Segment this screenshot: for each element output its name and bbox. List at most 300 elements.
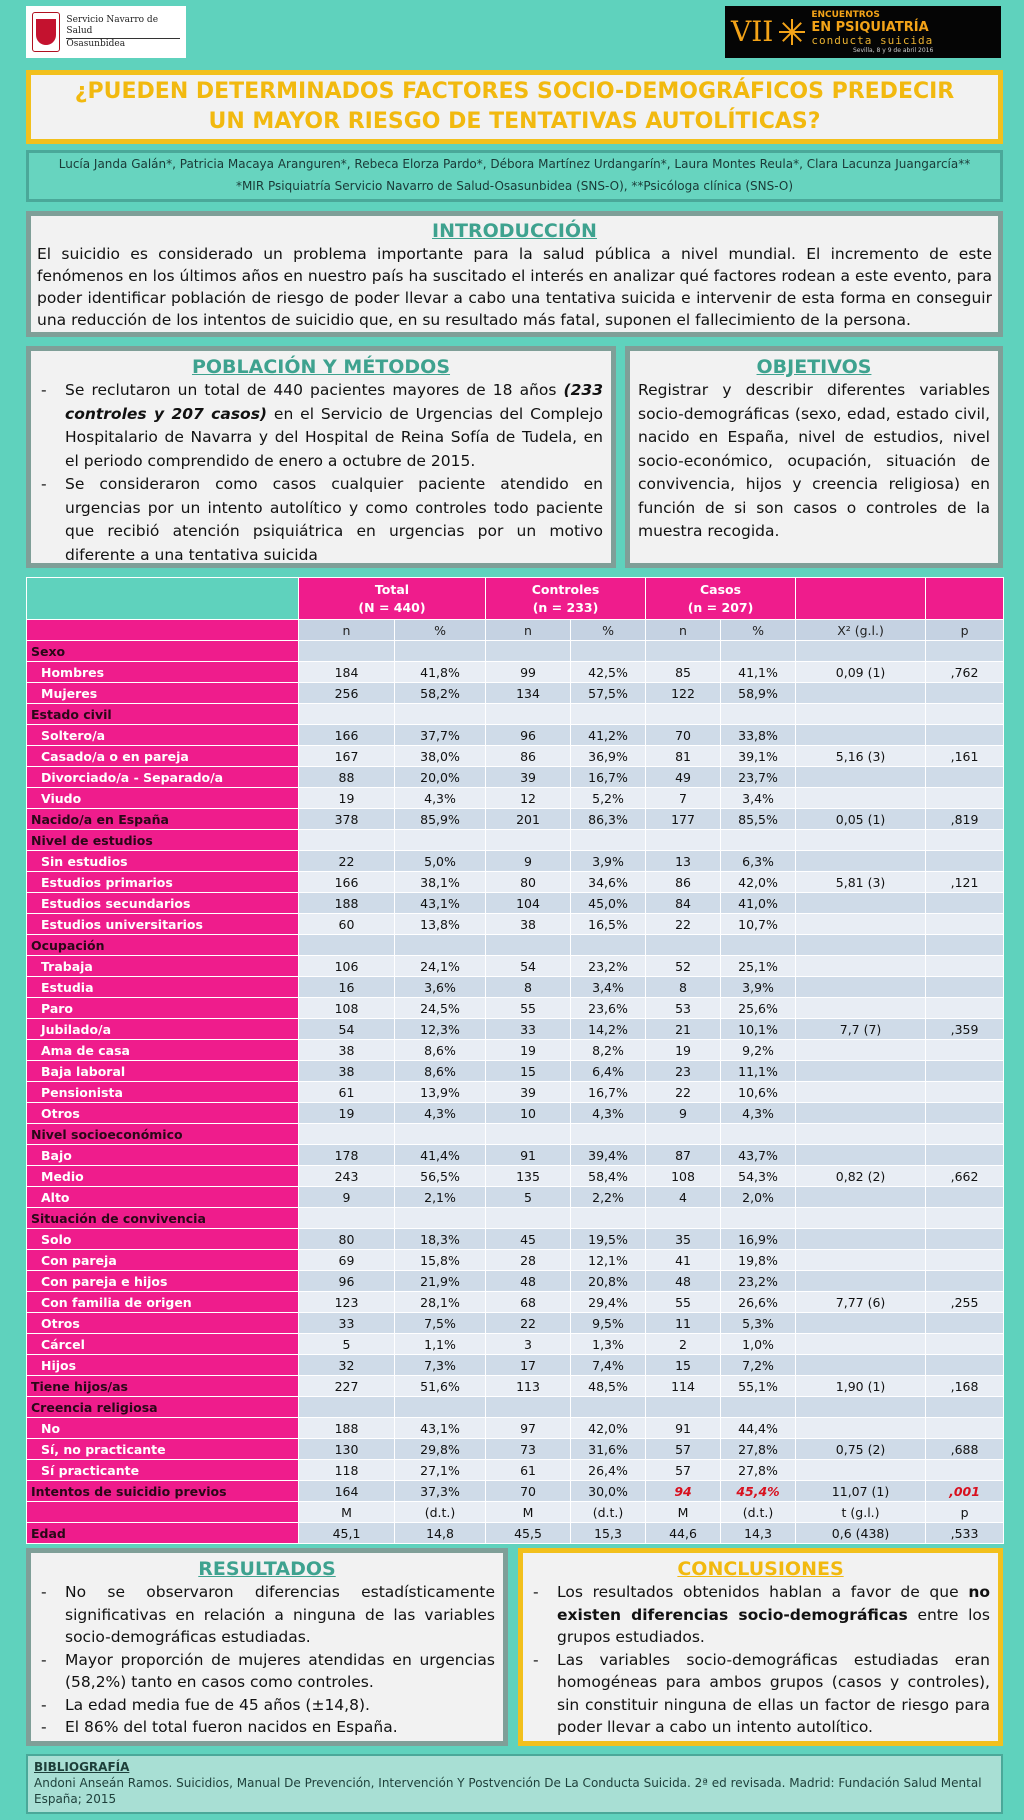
table-cell: 38: [299, 1040, 395, 1061]
row-label: Estudios secundarios: [27, 893, 299, 914]
row-label: Sí practicante: [27, 1460, 299, 1481]
row-label: Mujeres: [27, 683, 299, 704]
row-label: Pensionista: [27, 1082, 299, 1103]
table-cell: 58,9%: [721, 683, 796, 704]
conclusions-item: - Las variables socio-demográficas estudiadas eran homogéneas para ambos grupos (casos y controles), sin constituir ninguna de ellas un factor de riesgo para poder llevar a cabo un intento autolítico.: [531, 1649, 990, 1739]
table-row: [27, 1355, 1004, 1376]
group-controles: [486, 578, 646, 620]
table-cell: 58,4%: [571, 1166, 646, 1187]
row-label: Casado/a o en pareja: [27, 746, 299, 767]
table-cell: 135: [486, 1166, 571, 1187]
table-row: [27, 1103, 1004, 1124]
objectives-title: OBJETIVOS: [756, 356, 872, 378]
congress-line2: EN PSIQUIATRÍA: [811, 20, 929, 35]
table-cell: 41,8%: [395, 662, 486, 683]
table-cell: [926, 1187, 1004, 1208]
table-cell: ,762: [926, 662, 1004, 683]
table-cell: [926, 1250, 1004, 1271]
table-cell: [926, 683, 1004, 704]
table-cell: 17: [486, 1355, 571, 1376]
table-cell: 7,3%: [395, 1355, 486, 1376]
table-cell: [796, 998, 926, 1019]
table-cell: [571, 1397, 646, 1418]
table-cell: 0,09 (1): [796, 662, 926, 683]
table-row: [27, 956, 1004, 977]
table-cell: [796, 725, 926, 746]
row-label: Otros: [27, 1103, 299, 1124]
table-cell: 45: [486, 1229, 571, 1250]
congress-line3: conducta suicida: [811, 34, 934, 47]
table-row: [27, 1397, 1004, 1418]
table-cell: [796, 1187, 926, 1208]
table-cell: 42,0%: [721, 872, 796, 893]
table-cell: 19: [299, 1103, 395, 1124]
poster-title: ¿PUEDEN DETERMINADOS FACTORES SOCIO-DEMOGRÁFICOS PREDECIR UN MAYOR RIESGO DE TENTATIVAS AUTOLÍTICAS?: [74, 79, 955, 134]
group-n: (n = 233): [532, 599, 599, 615]
row-label: Bajo: [27, 1145, 299, 1166]
table-cell: 44,6: [646, 1523, 721, 1544]
table-cell: [395, 1124, 486, 1145]
subheader-cell: %: [571, 620, 646, 641]
table-cell: 188: [299, 1418, 395, 1439]
row-label: Hombres: [27, 662, 299, 683]
table-cell: 123: [299, 1292, 395, 1313]
table-cell: 38: [486, 914, 571, 935]
table-cell: [796, 851, 926, 872]
group-n: (N = 440): [358, 599, 426, 615]
table-cell: 16,9%: [721, 1229, 796, 1250]
table-cell: [926, 1124, 1004, 1145]
table-cell: [721, 830, 796, 851]
group-name: Controles: [531, 581, 600, 597]
table-cell: 5,0%: [395, 851, 486, 872]
table-cell: 41: [646, 1250, 721, 1271]
methods-item: [39, 379, 603, 473]
table-cell: [926, 641, 1004, 662]
table-cell: 9: [646, 1103, 721, 1124]
sns-logo: [26, 6, 186, 58]
table-cell: 45,4%: [721, 1481, 796, 1502]
objectives-panel: [625, 346, 1003, 568]
table-cell: 3,6%: [395, 977, 486, 998]
table-cell: 14,8: [395, 1523, 486, 1544]
table-cell: [926, 1313, 1004, 1334]
table-cell: ,688: [926, 1439, 1004, 1460]
table-cell: [926, 767, 1004, 788]
table-cell: M: [486, 1502, 571, 1523]
table-cell: 1,3%: [571, 1334, 646, 1355]
table-cell: 30,0%: [571, 1481, 646, 1502]
row-label: Divorciado/a - Separado/a: [27, 767, 299, 788]
table-cell: ,819: [926, 809, 1004, 830]
table-cell: 7: [646, 788, 721, 809]
table-cell: 15,3: [571, 1523, 646, 1544]
subheader-cell: n: [646, 620, 721, 641]
table-cell: 23,2%: [721, 1271, 796, 1292]
group-blank: [926, 578, 1004, 620]
table-cell: 6,4%: [571, 1061, 646, 1082]
table-cell: 33: [486, 1019, 571, 1040]
table-cell: 10,1%: [721, 1019, 796, 1040]
table-cell: 41,2%: [571, 725, 646, 746]
table-cell: [926, 914, 1004, 935]
table-cell: ,533: [926, 1523, 1004, 1544]
table-cell: 8: [486, 977, 571, 998]
table-cell: ,001: [926, 1481, 1004, 1502]
table-cell: 9: [299, 1187, 395, 1208]
table-row: [27, 1082, 1004, 1103]
table-cell: [395, 1397, 486, 1418]
table-cell: [486, 641, 571, 662]
table-cell: [926, 1418, 1004, 1439]
results-panel: [26, 1548, 508, 1746]
row-label: [27, 1502, 299, 1523]
table-cell: 21: [646, 1019, 721, 1040]
table-cell: 8,6%: [395, 1061, 486, 1082]
table-cell: 69: [299, 1250, 395, 1271]
table-cell: [571, 704, 646, 725]
row-label: Baja laboral: [27, 1061, 299, 1082]
table-cell: 55,1%: [721, 1376, 796, 1397]
table-cell: 68: [486, 1292, 571, 1313]
table-cell: 48: [646, 1271, 721, 1292]
row-label: Ama de casa: [27, 1040, 299, 1061]
table-cell: [299, 1397, 395, 1418]
table-cell: M: [646, 1502, 721, 1523]
table-row: [27, 746, 1004, 767]
table-cell: 41,4%: [395, 1145, 486, 1166]
table-cell: 18,3%: [395, 1229, 486, 1250]
row-label: Con familia de origen: [27, 1292, 299, 1313]
row-label: Ocupación: [27, 935, 299, 956]
table-cell: 4,3%: [721, 1103, 796, 1124]
table-cell: (d.t.): [721, 1502, 796, 1523]
results-item: - Mayor proporción de mujeres atendidas en urgencias (58,2%) tanto en casos como controles.: [39, 1649, 495, 1694]
table-cell: 8: [646, 977, 721, 998]
table-cell: [796, 1250, 926, 1271]
table-cell: 57: [646, 1460, 721, 1481]
table-cell: [926, 1103, 1004, 1124]
table-cell: 16,7%: [571, 767, 646, 788]
table-row: [27, 977, 1004, 998]
results-item: - El 86% del total fueron nacidos en España.: [39, 1716, 495, 1739]
table-cell: [926, 1208, 1004, 1229]
table-cell: [721, 704, 796, 725]
row-label: Nacido/a en España: [27, 809, 299, 830]
table-cell: 85,9%: [395, 809, 486, 830]
table-cell: [395, 704, 486, 725]
table-cell: 38,0%: [395, 746, 486, 767]
subheader-cell: n: [299, 620, 395, 641]
table-row: [27, 830, 1004, 851]
table-cell: 37,3%: [395, 1481, 486, 1502]
table-cell: 23,6%: [571, 998, 646, 1019]
table-cell: 5: [299, 1334, 395, 1355]
table-row: [27, 1418, 1004, 1439]
table-cell: [486, 704, 571, 725]
row-label: Solo: [27, 1229, 299, 1250]
row-label: Nivel de estudios: [27, 830, 299, 851]
table-cell: 38,1%: [395, 872, 486, 893]
table-cell: 85,5%: [721, 809, 796, 830]
table-cell: 4: [646, 1187, 721, 1208]
authors-names: Lucía Janda Galán*, Patricia Macaya Aranguren*, Rebeca Elorza Pardo*, Débora Martínez Urdangarín*, Laura Montes Reula*, Clara Lacunza Juangarcía**: [58, 157, 971, 171]
group-name: Total: [374, 581, 410, 597]
methods-panel: [26, 346, 616, 568]
table-cell: 4,3%: [395, 788, 486, 809]
table-row: [27, 1229, 1004, 1250]
logo-left-line2: Osasunbidea: [66, 38, 126, 49]
table-cell: 14,2%: [571, 1019, 646, 1040]
table-cell: (d.t.): [395, 1502, 486, 1523]
table-row: [27, 662, 1004, 683]
table-cell: 29,8%: [395, 1439, 486, 1460]
table-cell: 256: [299, 683, 395, 704]
table-cell: 57: [646, 1439, 721, 1460]
row-label: Sin estudios: [27, 851, 299, 872]
table-cell: 15,8%: [395, 1250, 486, 1271]
conclusions-title: CONCLUSIONES: [677, 1558, 844, 1580]
poster-title-box: [26, 70, 1003, 144]
table-cell: 86: [646, 872, 721, 893]
table-cell: 54,3%: [721, 1166, 796, 1187]
table-cell: 55: [486, 998, 571, 1019]
table-row: [27, 641, 1004, 662]
table-row: [27, 1313, 1004, 1334]
table-row: [27, 767, 1004, 788]
table-cell: [646, 641, 721, 662]
table-cell: 20,0%: [395, 767, 486, 788]
table-cell: [486, 1208, 571, 1229]
subheader-cell: p: [926, 620, 1004, 641]
table-cell: 26,6%: [721, 1292, 796, 1313]
table-cell: 15: [486, 1061, 571, 1082]
table-cell: 44,4%: [721, 1418, 796, 1439]
table-cell: 22: [646, 1082, 721, 1103]
table-cell: 23: [646, 1061, 721, 1082]
table-cell: 21,9%: [395, 1271, 486, 1292]
table-cell: [395, 830, 486, 851]
table-cell: [646, 1397, 721, 1418]
table-cell: [571, 641, 646, 662]
congress-roman-numeral: VII: [731, 15, 774, 48]
table-cell: [926, 1271, 1004, 1292]
table-cell: 178: [299, 1145, 395, 1166]
table-cell: 41,0%: [721, 893, 796, 914]
table-cell: [926, 1397, 1004, 1418]
authors-box: [26, 150, 1003, 202]
table-cell: 27,1%: [395, 1460, 486, 1481]
table-cell: 31,6%: [571, 1439, 646, 1460]
table-cell: t (g.l.): [796, 1502, 926, 1523]
table-row: [27, 704, 1004, 725]
group-casos: [646, 578, 796, 620]
table-cell: [796, 1040, 926, 1061]
table-cell: [646, 830, 721, 851]
table-cell: 14,3: [721, 1523, 796, 1544]
table-cell: 2,0%: [721, 1187, 796, 1208]
table-cell: 8,2%: [571, 1040, 646, 1061]
table-cell: 7,2%: [721, 1355, 796, 1376]
table-cell: 3,9%: [571, 851, 646, 872]
table-cell: 81: [646, 746, 721, 767]
table-cell: [926, 893, 1004, 914]
table-cell: 35: [646, 1229, 721, 1250]
table-cell: 25,6%: [721, 998, 796, 1019]
table-cell: 48: [486, 1271, 571, 1292]
table-cell: 227: [299, 1376, 395, 1397]
table-cell: [796, 1124, 926, 1145]
table-cell: 57,5%: [571, 683, 646, 704]
table-cell: 43,7%: [721, 1145, 796, 1166]
table-cell: [796, 830, 926, 851]
table-cell: 20,8%: [571, 1271, 646, 1292]
table-cell: 23,7%: [721, 767, 796, 788]
table-cell: 10,6%: [721, 1082, 796, 1103]
data-table-wrap: [26, 577, 1003, 1545]
table-cell: 61: [299, 1082, 395, 1103]
table-group-header: [27, 578, 1004, 620]
conclusions-panel: [518, 1548, 1003, 1746]
table-row: [27, 872, 1004, 893]
table-cell: 114: [646, 1376, 721, 1397]
table-cell: 8,6%: [395, 1040, 486, 1061]
table-cell: 45,1: [299, 1523, 395, 1544]
row-label: Sí, no practicante: [27, 1439, 299, 1460]
table-cell: [796, 935, 926, 956]
table-cell: [796, 704, 926, 725]
table-cell: 7,7 (7): [796, 1019, 926, 1040]
table-cell: 36,9%: [571, 746, 646, 767]
table-row: [27, 1250, 1004, 1271]
table-cell: [721, 641, 796, 662]
table-cell: (d.t.): [571, 1502, 646, 1523]
table-row: [27, 1334, 1004, 1355]
table-cell: M: [299, 1502, 395, 1523]
group-n: (n = 207): [687, 599, 754, 615]
bibliography-title: BIBLIOGRAFÍA: [34, 1760, 130, 1774]
table-cell: 106: [299, 956, 395, 977]
table-cell: 22: [646, 914, 721, 935]
intro-text: El suicidio es considerado un problema importante para la salud pública a nivel mundial. El incremento de este fenómenos en los últimos años en nuestro país ha suscitado el interés en analizar qué factores rodean a este evento, para poder identificar población de riesgo de poder llevar a cabo una tentativa suicida e intervenir de esta forma en conseguir una reducción de los intentos de suicidio que, en su resultado más fatal, suponen el fallecimiento de la persona.: [37, 245, 992, 329]
table-cell: 10,7%: [721, 914, 796, 935]
table-cell: [926, 998, 1004, 1019]
table-cell: 0,82 (2): [796, 1166, 926, 1187]
table-cell: 24,5%: [395, 998, 486, 1019]
table-cell: 42,5%: [571, 662, 646, 683]
table-cell: [926, 788, 1004, 809]
table-cell: 58,2%: [395, 683, 486, 704]
table-cell: [926, 1460, 1004, 1481]
table-cell: [796, 893, 926, 914]
table-cell: 118: [299, 1460, 395, 1481]
row-label: Jubilado/a: [27, 1019, 299, 1040]
table-cell: 122: [646, 683, 721, 704]
table-cell: 378: [299, 809, 395, 830]
table-cell: [926, 956, 1004, 977]
table-cell: [395, 641, 486, 662]
table-row: [27, 998, 1004, 1019]
row-label: Cárcel: [27, 1334, 299, 1355]
table-cell: 86: [486, 746, 571, 767]
table-cell: 5,16 (3): [796, 746, 926, 767]
table-cell: [926, 830, 1004, 851]
table-cell: [299, 704, 395, 725]
table-subheader: [27, 620, 1004, 641]
conclusions-c1-post: entre los grupos estudiados.: [557, 1605, 990, 1646]
table-cell: 7,4%: [571, 1355, 646, 1376]
methods-b1-post: en el Servicio de Urgencias del Complejo Hospitalario de Navarra y del Hospital de Reina Sofía de Tudela, en el periodo comprendido de enero a octubre de 2015.: [65, 404, 603, 470]
table-cell: [926, 851, 1004, 872]
table-cell: 22: [299, 851, 395, 872]
table-cell: 2,1%: [395, 1187, 486, 1208]
table-cell: [796, 1334, 926, 1355]
table-cell: 22: [486, 1313, 571, 1334]
row-label: Estudia: [27, 977, 299, 998]
table-cell: [721, 1397, 796, 1418]
table-cell: 130: [299, 1439, 395, 1460]
table-row: [27, 1481, 1004, 1502]
table-cell: 4,3%: [571, 1103, 646, 1124]
table-cell: [796, 1313, 926, 1334]
conclusions-c1-pre: Los resultados obtenidos hablan a favor de que: [557, 1583, 969, 1601]
table-cell: 91: [646, 1418, 721, 1439]
table-cell: [571, 1208, 646, 1229]
table-cell: [395, 1208, 486, 1229]
table-cell: [926, 1061, 1004, 1082]
table-cell: 134: [486, 683, 571, 704]
table-cell: 243: [299, 1166, 395, 1187]
table-cell: [486, 935, 571, 956]
row-label: Otros: [27, 1313, 299, 1334]
table-cell: ,359: [926, 1019, 1004, 1040]
methods-item: - Se consideraron como casos cualquier paciente atendido en urgencias por un intento autolítico y como controles todo paciente que recibió atención psiquiátrica en urgencias por un motivo diferente a una tentativa suicida: [39, 473, 603, 567]
methods-b1-pre: Se reclutaron un total de 440 pacientes mayores de 18 años: [65, 381, 564, 399]
table-cell: ,168: [926, 1376, 1004, 1397]
table-cell: 39,4%: [571, 1145, 646, 1166]
table-cell: 16,7%: [571, 1082, 646, 1103]
table-cell: 9,5%: [571, 1313, 646, 1334]
row-label: Trabaja: [27, 956, 299, 977]
table-row: [27, 893, 1004, 914]
table-cell: 1,0%: [721, 1334, 796, 1355]
table-cell: 13,9%: [395, 1082, 486, 1103]
table-row: [27, 1166, 1004, 1187]
table-cell: 12,3%: [395, 1019, 486, 1040]
row-label: Con pareja e hijos: [27, 1271, 299, 1292]
table-cell: [299, 1208, 395, 1229]
row-label: Tiene hijos/as: [27, 1376, 299, 1397]
table-cell: 3: [486, 1334, 571, 1355]
table-cell: [796, 914, 926, 935]
congress-line4: Sevilla, 8 y 9 de abril 2016: [852, 47, 934, 54]
table-row: [27, 1061, 1004, 1082]
table-cell: 55: [646, 1292, 721, 1313]
table-cell: [796, 956, 926, 977]
table-cell: 91: [486, 1145, 571, 1166]
table-cell: 43,1%: [395, 1418, 486, 1439]
row-label: Viudo: [27, 788, 299, 809]
table-cell: [486, 1124, 571, 1145]
table-cell: [926, 725, 1004, 746]
table-cell: 56,5%: [395, 1166, 486, 1187]
table-cell: 24,1%: [395, 956, 486, 977]
table-row: [27, 1376, 1004, 1397]
table-cell: 104: [486, 893, 571, 914]
table-cell: 70: [646, 725, 721, 746]
table-cell: 37,7%: [395, 725, 486, 746]
table-cell: 60: [299, 914, 395, 935]
